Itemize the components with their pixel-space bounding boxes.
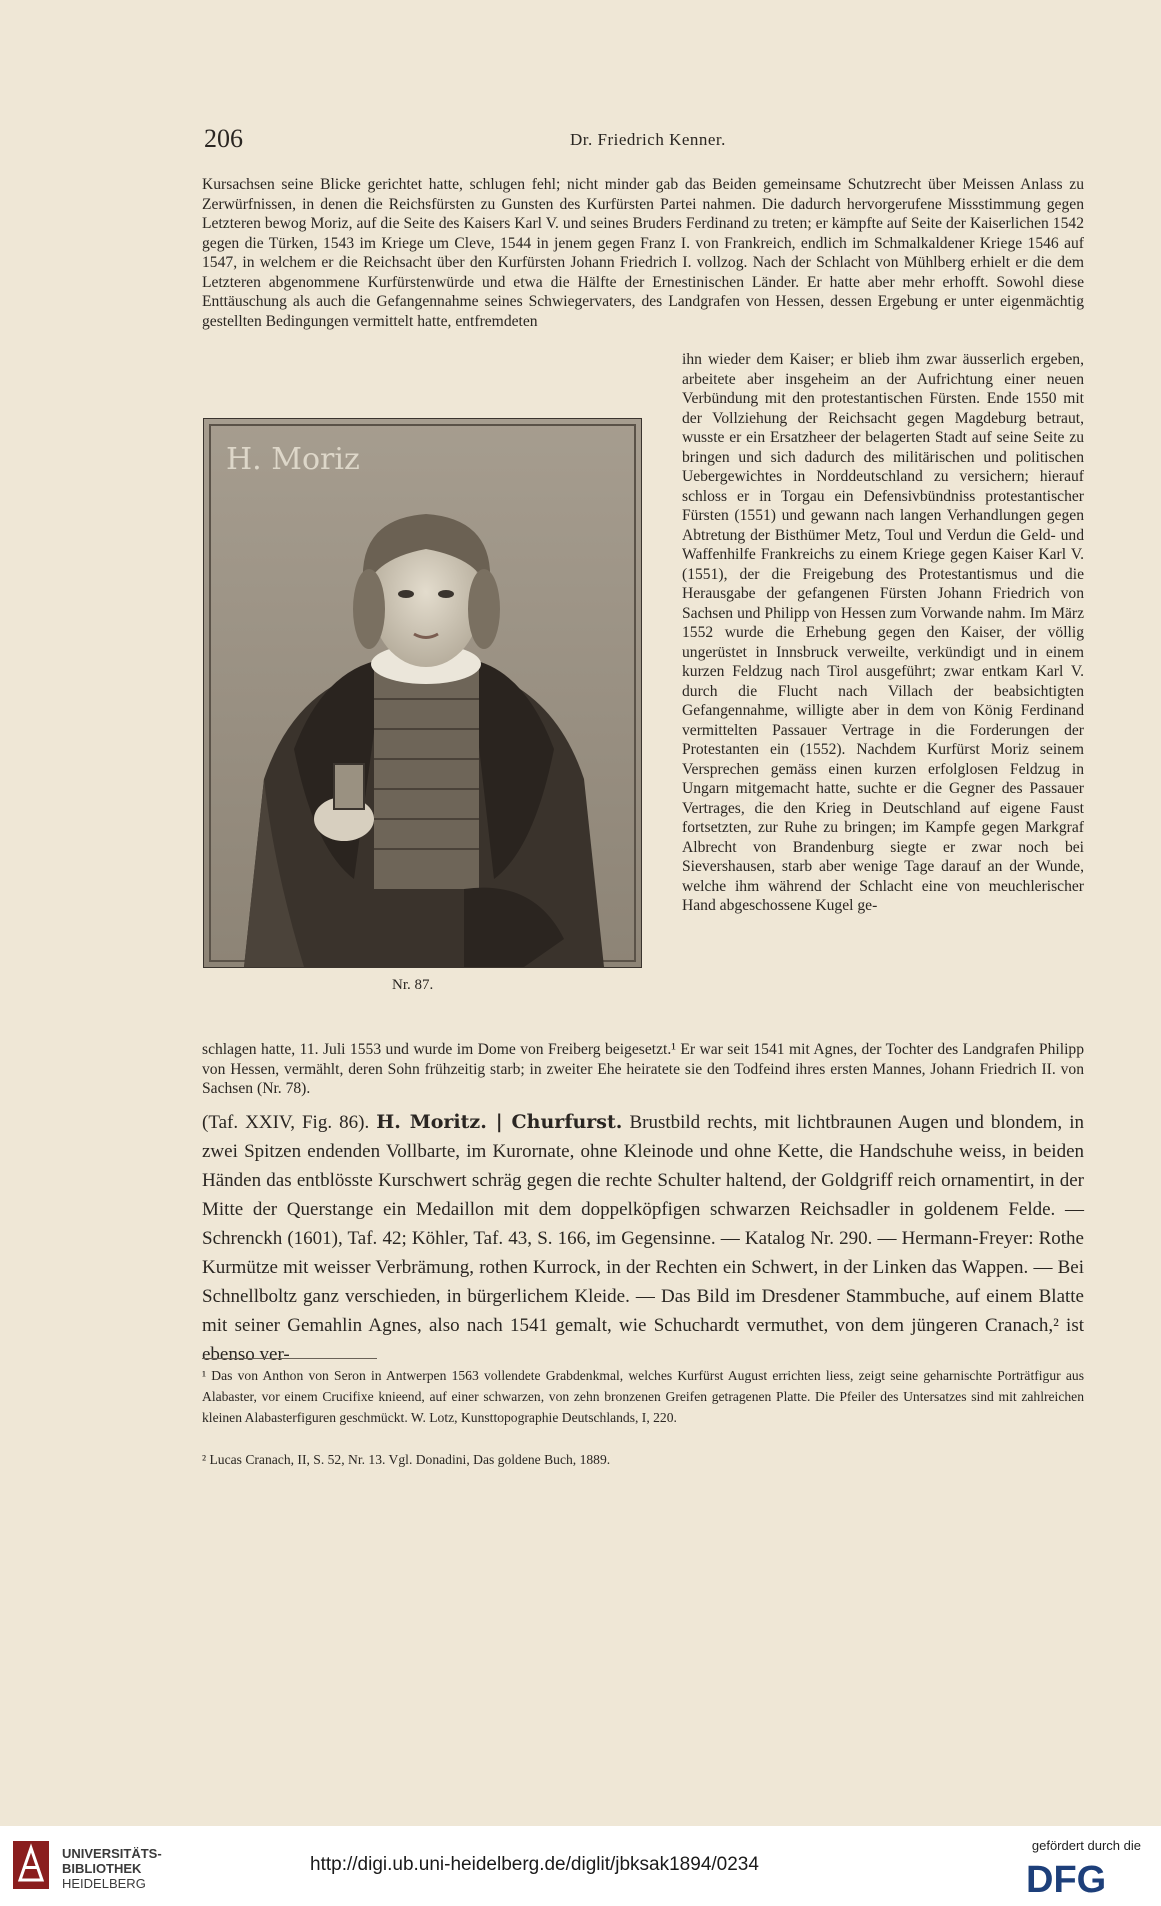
intro-paragraph-block [202,175,1084,331]
portrait-inscription: H. Moriz [226,442,360,477]
funded-by-label: gefördert durch die [1031,1838,1141,1853]
dfg-logo-text: DFG [1026,1859,1107,1898]
footnote-2: ² Lucas Cranach, II, S. 52, Nr. 13. Vgl. Donadini, Das goldene Buch, 1889. [202,1452,611,1467]
entry-reference: (Taf. XXIV, Fig. 86). [202,1112,370,1133]
blackletter-inscription: H. Moritz. | Churfurst. [376,1111,623,1133]
library-line-2: BIBLIOTHEK [62,1861,142,1876]
university-seal-icon [12,1840,50,1890]
footnote-1: ¹ Das von Anthon von Seron in Antwerpen 1563 vollendete Grabdenkmal, welches Kurfürst August errichten liess, zeigt seine geharnischte Porträtfigur aus Alabaster, vor einem Crucifixe knieend, auf einer schwarzen, von zehn bronzenen Greifen getragenen Platte. Die Pfeiler des Untersatzes sind mit zahlreichen kleinen Alabasterfiguren geschmückt. W. Lotz, Kunsttopographie Deutschlands, I, 220. [202,1368,1084,1425]
footnote-divider [202,1358,377,1359]
continuation-paragraph: schlagen hatte, 11. Juli 1553 und wurde im Dome von Freiberg beigesetzt.¹ Er war seit 1541 mit Agnes, der Tochter des Landgrafen Philipp von Hessen, vermählt, deren Sohn frühzeitig starb; in zweiter Ehe heiratete sie den Todfeind ihres ersten Mannes, Johann Friedrich II. von Sachsen (Nr. 78). [202,1041,1084,1097]
library-line-3: HEIDELBERG [62,1876,146,1891]
entry-body: Brustbild rechts, mit lichtbraunen Augen und blondem, in zwei Spitzen endenden Vollbarte, im Kurornate, ohne Kleinode und ohne Kette, die Handschuhe weiss, in beiden Händen das entblösste Kurschwert schräg gegen die rechte Schulter haltend, der Goldgriff reich ornamentirt, in der Mitte der Querstange ein Medaillon mit dem doppelköpfigen schwarzen Reichsadler in goldenem Felde. — Schrenckh (1601), Taf. 42; Köhler, Taf. 43, S. 166, im Gegensinne. — Katalog Nr. 290. — Hermann-Freyer: Rothe Kurmütze mit weisser Verbrämung, rothen Kurrock, in der Rechten ein Schwert, in der Linken das Wappen. — Bei Schnellboltz ganz verschieden, in bürgerlichem Kleide. — Das Bild im Dresdener Stammbuche, auf einem Blatte mit seiner Gemahlin Agnes, also nach 1541 gemalt, wie Schuchardt vermuthet, von dem jüngeren Cranach,² ist ebenso ver- [202,1112,1084,1365]
entry-paragraph [202,1108,1084,1369]
library-name [62,1846,162,1891]
portrait-image [204,419,641,967]
intro-paragraph: Kursachsen seine Blicke gerichtet hatte, schlugen fehl; nicht minder gab das Beiden gemeinsame Schutzrecht über Meissen Anlass zu Zerwürfnissen, in denen die Reichsfürsten zu Gunsten des Kurfürsten Partei nahmen. Die dadurch hervorgerufene Missstimmung gegen Letzteren bewog Moriz, auf die Seite des Kaisers Karl V. und seines Bruders Ferdinand zu treten; er kämpfte auf Seite der Kaiserlichen 1542 gegen die Türken, 1543 im Kriege um Cleve, 1544 in jenem gegen Franz I. von Frankreich, endlich im Schmalkaldener Kriege 1546 auf 1547, in welchem er die Reichsacht über den Kurfürsten Johann Friedrich I. vollzog. Nach der Schlacht von Mühlberg erhielt er die dem Letzteren abgenommene Kurfürstenwürde und etwa die Hälfte der Ernestinischen Länder. Er hatte aber mehr erhofft. Sowohl diese Enttäuschung als auch die Gefangennahme seines Schwiegervaters, des Landgrafen von Hessen, dessen Ergebung er unter eigenmächtig gestellten Bedingungen vermittelt hatte, entfremdeten [202,176,1084,330]
figure-caption: Nr. 87. [392,977,434,993]
running-head: Dr. Friedrich Kenner. [570,130,726,149]
page-number: 206 [204,124,243,153]
portrait-figure [203,418,642,968]
dfg-logo-icon [1026,1858,1141,1898]
viewer-footer [0,1826,1161,1906]
library-line-1: UNIVERSITÄTS- [62,1846,162,1861]
side-column-text: ihn wieder dem Kaiser; er blieb ihm zwar äusserlich ergeben, arbeitete aber insgeheim an der Aufrichtung einer neuen Verbündung mit den protestantischen Fürsten. Ende 1550 mit der Vollziehung der Reichsacht gegen Magdeburg betraut, wusste er ein Ersatzheer der belagerten Stadt auf seine Seite zu bringen und sich dadurch des militärischen und politischen Uebergewichtes in Norddeutschland zu versichern; hierauf schloss er in Torgau ein Defensivbündniss protestantischer Fürsten (1551) und gewann nach langen Verhandlungen gegen Abtretung der Bisthümer Metz, Toul und Verdun die Geld- und Waffenhilfe Frankreichs zu einem Kriege gegen Kaiser Karl V. (1551), der die Freigebung des Protestantismus und die Herausgabe der gefangenen Fürsten Johann Friedrich von Sachsen und Philipp von Hessen zum Vorwande nahm. Im März 1552 wurde die Erhebung gegen den Kaiser, der völlig ungerüstet in Innsbruck verweilte, verkündigt und in einem kurzen Feldzug nach Tirol ausgeführt; zwar entkam Karl V. durch die Flucht nach Villach der beabsichtigten Gefangennahme, willigte aber in dem von König Ferdinand vermittelten Passauer Vertrage in die Forderungen der Protestanten ein (1552). Nachdem Kurfürst Moriz seinem Versprechen gemäss einen kurzen erfolglosen Feldzug in Ungarn mitgemacht hatte, suchte er die Gegner des Passauer Vertrages, die den Krieg in Deutschland auf eigene Faust fortsetzten, zur Ruhe zu bringen; im Kampfe gegen Markgraf Albrecht von Brandenburg siegte er zwar noch bei Sievershausen, starb aber wenige Tage darauf an der Wunde, welche ihm während der Schlacht eine von meuchlerischer Hand abgeschossene Kugel ge- [682,351,1084,914]
permalink-url[interactable]: http://digi.ub.uni-heidelberg.de/diglit/jbksak1894/0234 [310,1854,759,1875]
